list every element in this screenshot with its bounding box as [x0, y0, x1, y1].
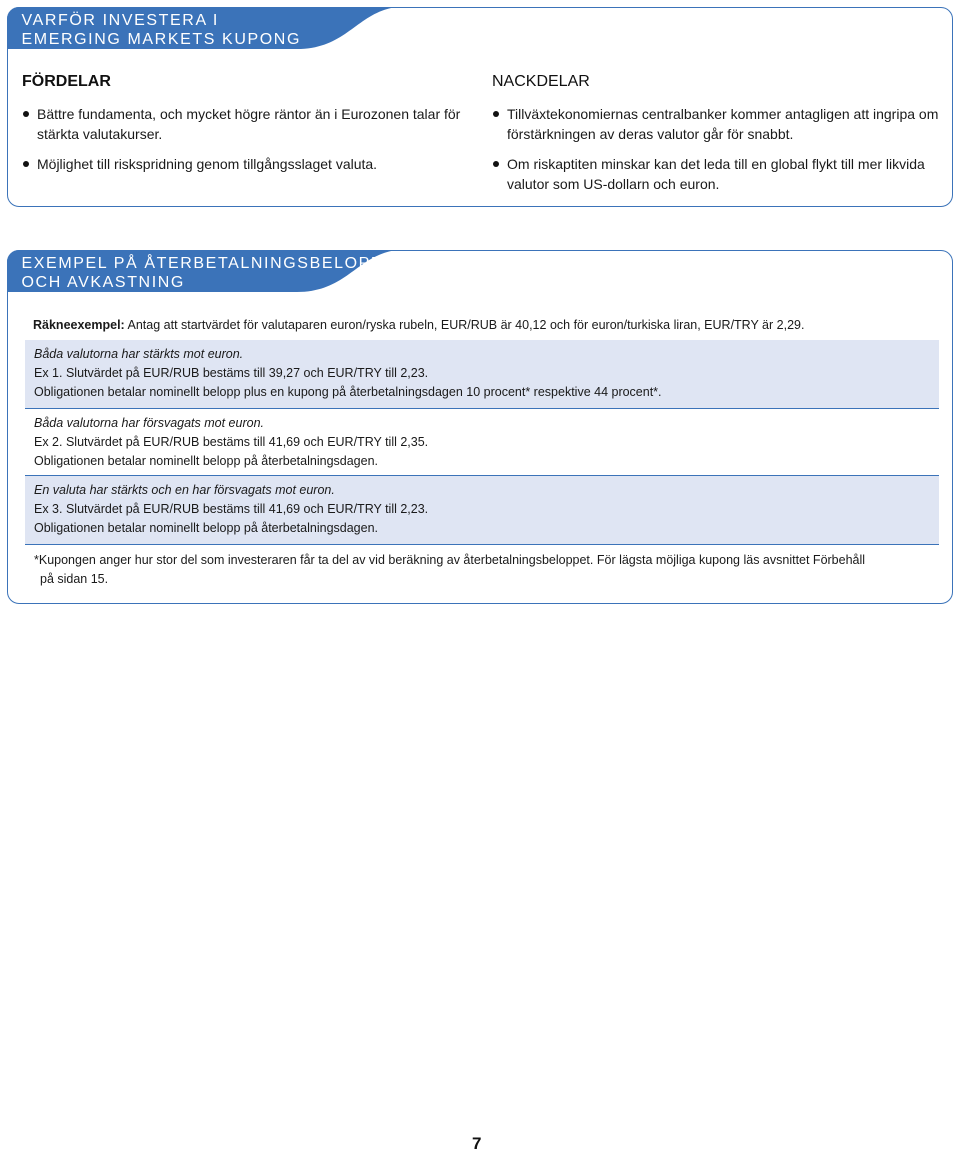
pros-title: FÖRDELAR: [22, 73, 111, 90]
example-heading: Båda valutorna har stärkts mot euron.: [34, 347, 244, 361]
pros-list: [23, 104, 478, 184]
intro-text: Räkneexempel: Antag att startvärdet för valutaparen euron/ryska rubeln, EUR/RUB är 40,12 och för euron/turkiska liran, EUR/TRY är 2,29.: [33, 318, 805, 332]
list-item: Möjlighet till riskspridning genom tillgångsslaget valuta.: [23, 154, 478, 174]
examples-panel: [7, 250, 953, 604]
list-item: Tillväxtekonomiernas centralbanker kommer antagligen att ingripa om förstärkningen av deras valutor går för snabbt.: [493, 104, 943, 144]
why-invest-panel: [7, 7, 953, 207]
cons-title: NACKDELAR: [492, 73, 590, 90]
section-tab: [7, 250, 397, 294]
footnote: *Kupongen anger hur stor del som investeraren får ta del av vid beräkning av återbetalningsbeloppet. För lägsta möjliga kupong läs avsnittet Förbehåll på sidan 15.: [34, 553, 866, 586]
example-line: Ex 1. Slutvärdet på EUR/RUB bestäms till 39,27 och EUR/TRY till 2,23.: [34, 366, 429, 380]
section-tab: [7, 7, 397, 51]
example-line: Obligationen betalar nominellt belopp på återbetalningsdagen.: [34, 454, 379, 468]
bullet-icon: [493, 111, 499, 117]
cons-list: [493, 104, 943, 204]
example-line: Obligationen betalar nominellt belopp plus en kupong på återbetalningsdagen 10 procent* respektive 44 procent*.: [34, 385, 662, 399]
bullet-icon: [23, 161, 29, 167]
list-item: Bättre fundamenta, och mycket högre räntor än i Eurozonen talar för stärkta valutakurser.: [23, 104, 478, 144]
page-number: 7: [472, 1134, 482, 1153]
bullet-icon: [493, 161, 499, 167]
example-heading: Båda valutorna har försvagats mot euron.: [34, 416, 264, 430]
example-block: [25, 409, 939, 476]
section-title: VARFÖR INVESTERA I EMERGING MARKETS KUPONG: [21, 11, 301, 48]
example-block: [25, 476, 939, 545]
divider: [25, 544, 939, 546]
example-heading: En valuta har stärkts och en har försvagats mot euron.: [34, 483, 335, 497]
example-line: Obligationen betalar nominellt belopp på återbetalningsdagen.: [34, 521, 379, 535]
list-item: Om riskaptiten minskar kan det leda till en global flykt till mer likvida valutor som US-dollarn och euron.: [493, 154, 943, 194]
example-line: Ex 2. Slutvärdet på EUR/RUB bestäms till 41,69 och EUR/TRY till 2,35.: [34, 435, 429, 449]
example-line: Ex 3. Slutvärdet på EUR/RUB bestäms till 41,69 och EUR/TRY till 2,23.: [34, 502, 429, 516]
example-block: [25, 340, 939, 409]
bullet-icon: [23, 111, 29, 117]
section-title: EXEMPEL PÅ ÅTERBETALNINGSBELOPP OCH AVKASTNING: [21, 254, 384, 291]
